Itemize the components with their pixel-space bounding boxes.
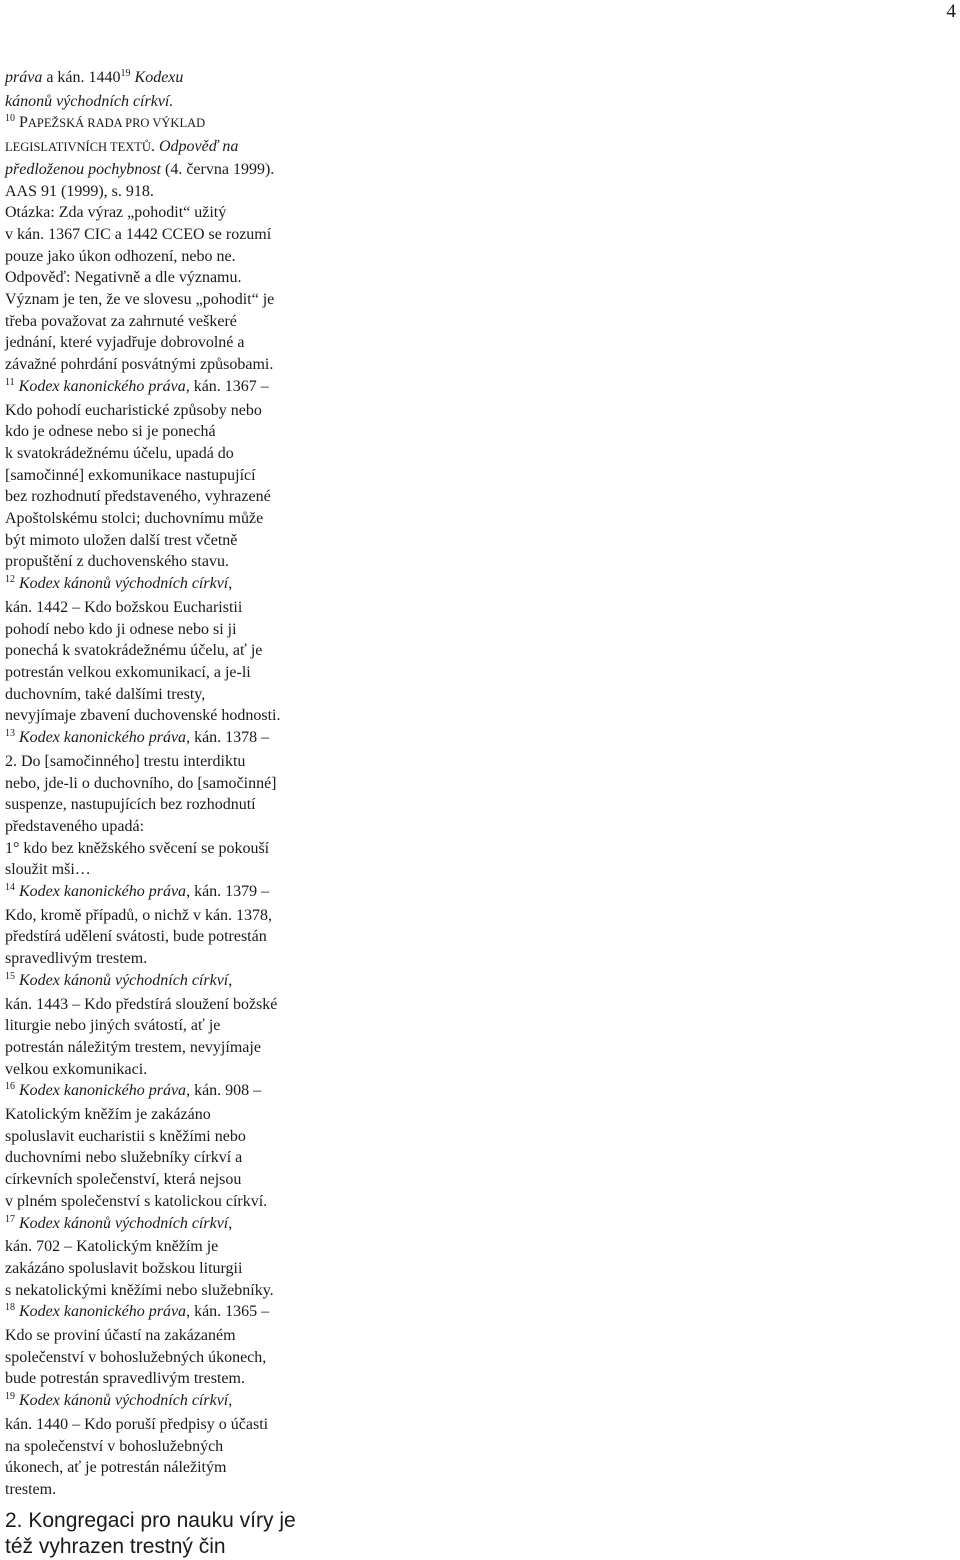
text-segment: Katolickým kněžím je zakázáno <box>5 1106 211 1124</box>
text-line <box>5 705 340 727</box>
text-line <box>5 267 340 289</box>
text-line <box>5 1236 340 1258</box>
text-segment: AAS 91 (1999), s. 918. <box>5 182 154 200</box>
text-line <box>5 1147 340 1169</box>
italic-text: Kodex kanonického práva <box>15 1303 187 1321</box>
text-segment: 1° kdo bez kněžského svěcení se pokouší <box>5 839 270 857</box>
text-line <box>5 159 340 181</box>
text-segment: kán. 1442 – Kdo božskou Eucharistii <box>5 598 243 616</box>
text-line <box>5 1436 340 1458</box>
text-line <box>5 970 340 994</box>
text-segment: nebo, jde-li o duchovního, do [samočinné] <box>5 774 277 792</box>
text-line <box>5 508 340 530</box>
text-line <box>5 246 340 268</box>
text-line <box>5 905 340 927</box>
text-segment: spravedlivým trestem. <box>5 950 148 968</box>
section-heading <box>5 1508 340 1560</box>
text-line <box>5 662 340 684</box>
text-line <box>5 311 340 333</box>
text-line <box>5 421 340 443</box>
text-line <box>5 1479 340 1501</box>
text-line <box>5 202 340 224</box>
text-segment: úkonech, ať je potrestán náležitým <box>5 1459 227 1477</box>
text-segment: Apoštolskému stolci; duchovnímu může <box>5 510 264 528</box>
text-segment: , <box>228 971 233 989</box>
text-segment: Kdo pohodí eucharistické způsoby nebo <box>5 401 262 419</box>
text-line <box>5 727 340 751</box>
italic-text: Kodex kánonů východních církví <box>15 1214 229 1232</box>
italic-text: Kodex kánonů východních církví <box>15 575 229 593</box>
text-line <box>5 289 340 311</box>
text-segment: , kán. 1367 – <box>185 377 269 395</box>
text-segment: závažné pohrdání posvátnými způsobami. <box>5 356 274 374</box>
text-segment: být mimoto uložen další trest včetně <box>5 531 238 549</box>
text-segment: bude potrestán spravedlivým trestem. <box>5 1370 245 1388</box>
text-line <box>5 400 340 422</box>
text-segment: nevyjímaje zbavení duchovenské hodnosti. <box>5 707 281 725</box>
text-line <box>5 91 340 113</box>
text-segment: k svatokrádežnému účelu, upadá do <box>5 444 234 462</box>
text-segment: jednání, které vyjadřuje dobrovolné a <box>5 334 245 352</box>
footnote-number: 13 <box>5 728 15 740</box>
text-segment: a kán. 1440 <box>42 69 121 86</box>
text-segment: , <box>228 575 233 593</box>
text-line <box>5 1258 340 1280</box>
footnote-number: 19 <box>5 1391 15 1403</box>
text-line <box>5 354 340 376</box>
text-segment: předstírá udělení svátosti, bude potrestán <box>5 928 267 946</box>
text-segment: kán. 1443 – Kdo předstírá sloužení božské <box>5 995 278 1013</box>
text-segment: kdo je odnese nebo si je ponechá <box>5 423 216 441</box>
footnote-number: 16 <box>5 1081 15 1093</box>
text-line <box>5 136 340 159</box>
text-line <box>5 1301 340 1325</box>
text-line <box>5 619 340 641</box>
text-line <box>5 794 340 816</box>
text-line <box>5 465 340 487</box>
text-line <box>5 530 340 552</box>
text-segment: s nekatolickými kněžími nebo služebníky. <box>5 1281 274 1299</box>
text-line <box>5 376 340 400</box>
text-line <box>5 1390 340 1414</box>
text-segment: sloužit mši… <box>5 861 91 879</box>
text-segment: Otázka: Zda výraz „pohodit“ užitý <box>5 204 227 222</box>
text-line <box>5 1213 340 1237</box>
text-segment: bez rozhodnutí představeného, vyhrazené <box>5 488 271 506</box>
italic-text: práva <box>5 69 43 86</box>
footnotes-column <box>5 67 340 1560</box>
text-line <box>5 1015 340 1037</box>
text-segment: liturgie nebo jiných svátostí, ať je <box>5 1017 221 1035</box>
text-segment: , kán. 1365 – <box>186 1303 270 1321</box>
italic-text: Kodex kanonického práva <box>14 377 186 395</box>
italic-text: Kodexu <box>130 69 184 86</box>
footnote-number: 15 <box>5 970 15 982</box>
text-segment: 2. Do [samočinného] trestu interdiktu <box>5 752 246 770</box>
section-heading-line: 2. Kongregaci pro nauku víry je <box>5 1508 296 1532</box>
text-segment: pouze jako úkon odhození, nebo ne. <box>5 247 236 265</box>
text-segment: , kán. 1378 – <box>186 729 270 747</box>
text-line <box>5 486 340 508</box>
italic-text: Kodex kánonů východních církví <box>15 971 229 989</box>
text-segment: Odpověď: Negativně a dle významu. <box>5 269 242 287</box>
text-segment: Kdo, kromě případů, o nichž v kán. 1378, <box>5 906 273 924</box>
text-line <box>5 1104 340 1126</box>
text-segment: v plném společenství s katolickou církví. <box>5 1192 268 1210</box>
text-segment: duchovními nebo služebníky církví a <box>5 1149 243 1167</box>
text-segment: , kán. 908 – <box>186 1082 262 1100</box>
text-segment: , <box>228 1392 233 1410</box>
section-heading-line: též vyhrazen trestný čin <box>5 1534 226 1558</box>
text-segment: církevních společenství, která nejsou <box>5 1171 242 1189</box>
text-segment: v kán. 1367 CIC a 1442 CCEO se rozumí <box>5 225 272 243</box>
text-line <box>5 1347 340 1369</box>
italic-text: Odpověď na <box>158 138 239 156</box>
text-line <box>5 1126 340 1148</box>
text-line <box>5 1191 340 1213</box>
footnote-lines <box>5 67 340 1501</box>
text-line <box>5 1414 340 1436</box>
text-segment: spoluslavit eucharistii s kněžími nebo <box>5 1127 246 1145</box>
text-line <box>5 751 340 773</box>
text-segment: (4. června 1999). <box>160 160 275 178</box>
text-line <box>5 1169 340 1191</box>
footnote-number: 19 <box>120 68 131 79</box>
italic-text: Kodex kanonického práva <box>15 883 187 901</box>
italic-text: kánonů východních církví. <box>5 92 174 110</box>
text-segment: P <box>15 114 28 132</box>
text-line <box>5 332 340 354</box>
text-segment: propuštění z duchovenského stavu. <box>5 553 229 571</box>
italic-text: Kodex kánonů východních církví <box>15 1392 229 1410</box>
text-line <box>5 948 340 970</box>
text-segment: třeba považovat za zahrnuté veškeré <box>5 312 237 330</box>
text-line <box>5 881 340 905</box>
text-segment: zakázáno spoluslavit božskou liturgii <box>5 1259 243 1277</box>
text-line <box>5 994 340 1016</box>
text-segment: . <box>150 138 159 156</box>
text-line <box>5 224 340 246</box>
text-line <box>5 1059 340 1081</box>
text-line <box>5 684 340 706</box>
text-segment: kán. 1440 – Kdo poruší předpisy o účasti <box>5 1415 269 1433</box>
text-segment: suspenze, nastupujících bez rozhodnutí <box>5 796 256 814</box>
text-segment: potrestán velkou exkomunikací, a je-li <box>5 663 251 681</box>
text-line <box>5 1325 340 1347</box>
text-segment: velkou exkomunikaci. <box>5 1060 148 1078</box>
text-segment: [samočinné] exkomunikace nastupující <box>5 466 256 484</box>
italic-text: Kodex kanonického práva <box>15 729 187 747</box>
text-line <box>5 1280 340 1302</box>
footnote-number: 18 <box>5 1302 15 1314</box>
text-segment: , <box>228 1214 233 1232</box>
footnote-number: 11 <box>5 376 15 388</box>
text-segment: společenství v bohoslužebných úkonech, <box>5 1348 267 1366</box>
text-line <box>5 443 340 465</box>
footnote-number: 17 <box>5 1213 15 1225</box>
text-segment: kán. 702 – Katolickým kněžím je <box>5 1238 219 1256</box>
italic-text: Kodex kanonického práva <box>15 1082 187 1100</box>
text-line <box>5 773 340 795</box>
text-line <box>5 816 340 838</box>
text-line <box>5 1037 340 1059</box>
text-segment: , kán. 1379 – <box>186 883 270 901</box>
text-line <box>5 573 340 597</box>
text-segment: na společenství v bohoslužebných <box>5 1437 224 1455</box>
text-segment: potrestán náležitým trestem, nevyjímaje <box>5 1038 261 1056</box>
text-line <box>5 640 340 662</box>
text-line <box>5 112 340 136</box>
text-segment: ponechá k svatokrádežnému účelu, ať je <box>5 642 263 660</box>
footnote-number: 14 <box>5 882 15 894</box>
text-line <box>5 181 340 203</box>
text-segment: Kdo se proviní účastí na zakázaném <box>5 1327 236 1345</box>
small-caps-text: LEGISLATIVNÍCH TEXTŮ <box>5 140 151 155</box>
page-number: 4 <box>946 1 956 22</box>
text-segment: Význam je ten, že ve slovesu „pohodit“ je <box>5 291 275 309</box>
text-segment: duchovním, také dalšími tresty, <box>5 685 206 703</box>
text-line <box>5 597 340 619</box>
text-line <box>5 1368 340 1390</box>
text-line <box>5 1080 340 1104</box>
italic-text: předloženou pochybnost <box>5 160 161 178</box>
text-line <box>5 838 340 860</box>
small-caps-text: APEŽSKÁ RADA PRO VÝKLAD <box>27 116 206 131</box>
text-line <box>5 67 340 91</box>
footnote-number: 10 <box>5 113 15 125</box>
text-line <box>5 1457 340 1479</box>
footnote-number: 12 <box>5 574 15 586</box>
text-segment: trestem. <box>5 1481 57 1498</box>
text-segment: představeného upadá: <box>5 817 145 835</box>
text-line <box>5 926 340 948</box>
text-segment: pohodí nebo kdo ji odnese nebo si ji <box>5 620 237 638</box>
text-line <box>5 859 340 881</box>
text-line <box>5 551 340 573</box>
